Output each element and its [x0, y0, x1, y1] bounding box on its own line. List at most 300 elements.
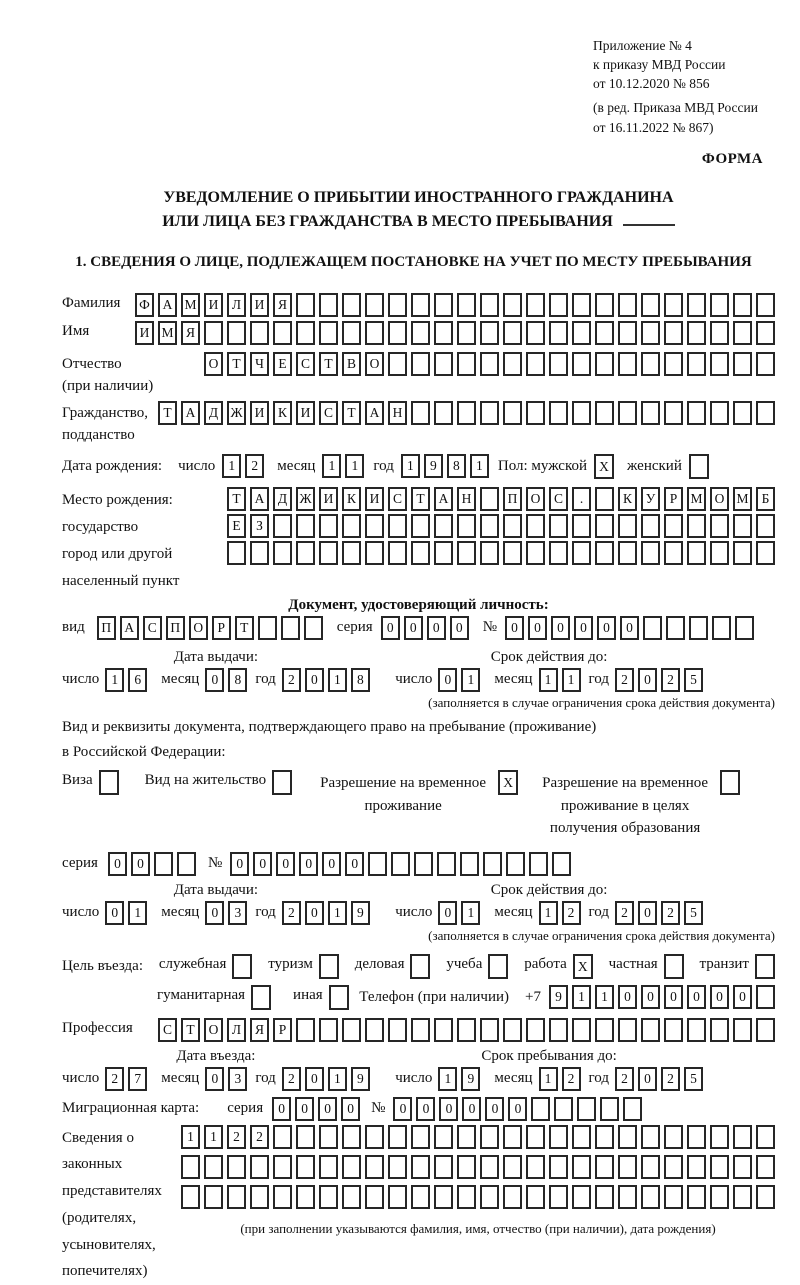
char-cell[interactable] — [687, 352, 706, 376]
char-cell[interactable] — [664, 321, 683, 345]
char-cell[interactable]: 0 — [381, 616, 400, 640]
char-cell[interactable]: 8 — [228, 668, 247, 692]
char-cell[interactable]: 8 — [447, 454, 466, 478]
char-cell[interactable] — [756, 293, 775, 317]
char-cell[interactable]: 0 — [276, 852, 295, 876]
char-cell[interactable] — [411, 293, 430, 317]
char-cell[interactable] — [756, 985, 775, 1009]
char-cell[interactable] — [250, 1185, 269, 1209]
char-cell[interactable] — [549, 514, 568, 538]
char-cell[interactable] — [434, 401, 453, 425]
char-cell[interactable] — [641, 1155, 660, 1179]
char-cell[interactable]: 0 — [322, 852, 341, 876]
char-cell[interactable] — [687, 541, 706, 565]
char-cell[interactable] — [526, 1018, 545, 1042]
char-cell[interactable]: 2 — [562, 901, 581, 925]
char-cell[interactable] — [618, 514, 637, 538]
char-cell[interactable]: А — [434, 487, 453, 511]
char-cell[interactable] — [480, 487, 499, 511]
char-cell[interactable]: 0 — [205, 901, 224, 925]
char-cell[interactable] — [227, 321, 246, 345]
char-cell[interactable] — [296, 321, 315, 345]
char-cell[interactable]: 0 — [341, 1097, 360, 1121]
char-cell[interactable] — [710, 1125, 729, 1149]
char-cell[interactable] — [549, 293, 568, 317]
char-cell[interactable] — [391, 852, 410, 876]
char-cell[interactable]: Е — [273, 352, 292, 376]
char-cell[interactable] — [460, 852, 479, 876]
char-cell[interactable] — [618, 321, 637, 345]
char-cell[interactable] — [296, 541, 315, 565]
char-cell[interactable]: 2 — [105, 1067, 124, 1091]
char-cell[interactable]: 1 — [328, 1067, 347, 1091]
char-cell[interactable]: Т — [158, 401, 177, 425]
char-cell[interactable] — [664, 1125, 683, 1149]
char-cell[interactable] — [572, 541, 591, 565]
char-cell[interactable] — [756, 401, 775, 425]
char-cell[interactable] — [572, 1018, 591, 1042]
char-cell[interactable] — [687, 401, 706, 425]
char-cell[interactable]: С — [296, 352, 315, 376]
char-cell[interactable] — [756, 1155, 775, 1179]
char-cell[interactable]: 0 — [205, 1067, 224, 1091]
char-cell[interactable] — [204, 1155, 223, 1179]
char-cell[interactable] — [733, 1185, 752, 1209]
char-cell[interactable] — [664, 541, 683, 565]
char-cell[interactable] — [273, 541, 292, 565]
char-cell[interactable]: Я — [273, 293, 292, 317]
char-cell[interactable] — [181, 1185, 200, 1209]
char-cell[interactable] — [756, 514, 775, 538]
char-cell[interactable]: 0 — [318, 1097, 337, 1121]
char-cell[interactable] — [733, 1125, 752, 1149]
checkbox-purpose-private[interactable] — [664, 954, 684, 979]
char-cell[interactable] — [503, 514, 522, 538]
char-cell[interactable]: 0 — [620, 616, 639, 640]
char-cell[interactable] — [342, 1125, 361, 1149]
char-cell[interactable] — [549, 1018, 568, 1042]
char-cell[interactable]: И — [296, 401, 315, 425]
char-cell[interactable] — [457, 1018, 476, 1042]
char-cell[interactable]: 0 — [733, 985, 752, 1009]
char-cell[interactable]: 1 — [438, 1067, 457, 1091]
char-cell[interactable] — [595, 1018, 614, 1042]
char-cell[interactable]: 0 — [299, 852, 318, 876]
char-cell[interactable] — [296, 1018, 315, 1042]
char-cell[interactable]: А — [181, 401, 200, 425]
char-cell[interactable]: Т — [342, 401, 361, 425]
char-cell[interactable] — [480, 541, 499, 565]
char-cell[interactable]: 2 — [562, 1067, 581, 1091]
char-cell[interactable]: 0 — [710, 985, 729, 1009]
char-cell[interactable] — [572, 1185, 591, 1209]
char-cell[interactable]: З — [250, 514, 269, 538]
char-cell[interactable]: 0 — [439, 1097, 458, 1121]
char-cell[interactable] — [434, 352, 453, 376]
char-cell[interactable] — [342, 541, 361, 565]
char-cell[interactable]: 0 — [272, 1097, 291, 1121]
char-cell[interactable] — [319, 1185, 338, 1209]
char-cell[interactable] — [342, 321, 361, 345]
char-cell[interactable]: 2 — [227, 1125, 246, 1149]
char-cell[interactable] — [319, 514, 338, 538]
char-cell[interactable]: 0 — [462, 1097, 481, 1121]
char-cell[interactable] — [319, 321, 338, 345]
char-cell[interactable]: 5 — [684, 668, 703, 692]
char-cell[interactable] — [595, 1155, 614, 1179]
char-cell[interactable] — [641, 514, 660, 538]
char-cell[interactable]: 0 — [427, 616, 446, 640]
char-cell[interactable] — [756, 1125, 775, 1149]
checkbox-purpose-business[interactable] — [410, 954, 430, 979]
char-cell[interactable]: О — [710, 487, 729, 511]
checkbox-purpose-transit[interactable] — [755, 954, 775, 979]
char-cell[interactable] — [526, 1155, 545, 1179]
char-cell[interactable] — [480, 321, 499, 345]
char-cell[interactable] — [273, 1155, 292, 1179]
char-cell[interactable] — [365, 1018, 384, 1042]
char-cell[interactable] — [365, 1155, 384, 1179]
char-cell[interactable] — [154, 852, 173, 876]
char-cell[interactable] — [457, 1155, 476, 1179]
char-cell[interactable] — [664, 514, 683, 538]
char-cell[interactable] — [480, 1018, 499, 1042]
char-cell[interactable] — [595, 1185, 614, 1209]
char-cell[interactable]: 0 — [295, 1097, 314, 1121]
char-cell[interactable]: 0 — [205, 668, 224, 692]
char-cell[interactable]: 0 — [438, 668, 457, 692]
char-cell[interactable]: 0 — [131, 852, 150, 876]
char-cell[interactable] — [618, 352, 637, 376]
char-cell[interactable]: Ф — [135, 293, 154, 317]
char-cell[interactable] — [710, 1185, 729, 1209]
char-cell[interactable] — [414, 852, 433, 876]
char-cell[interactable] — [434, 541, 453, 565]
char-cell[interactable] — [641, 352, 660, 376]
char-cell[interactable]: . — [572, 487, 591, 511]
char-cell[interactable] — [595, 1125, 614, 1149]
char-cell[interactable]: О — [526, 487, 545, 511]
char-cell[interactable]: 1 — [401, 454, 420, 478]
char-cell[interactable]: 1 — [461, 901, 480, 925]
char-cell[interactable]: И — [135, 321, 154, 345]
char-cell[interactable]: 1 — [539, 668, 558, 692]
char-cell[interactable] — [304, 616, 323, 640]
char-cell[interactable]: 9 — [351, 1067, 370, 1091]
char-cell[interactable] — [480, 401, 499, 425]
char-cell[interactable] — [365, 1125, 384, 1149]
char-cell[interactable] — [296, 293, 315, 317]
char-cell[interactable] — [526, 401, 545, 425]
char-cell[interactable] — [710, 401, 729, 425]
char-cell[interactable]: 0 — [638, 1067, 657, 1091]
char-cell[interactable]: А — [250, 487, 269, 511]
char-cell[interactable] — [319, 293, 338, 317]
char-cell[interactable] — [549, 541, 568, 565]
char-cell[interactable] — [572, 352, 591, 376]
char-cell[interactable] — [319, 1018, 338, 1042]
char-cell[interactable] — [641, 1185, 660, 1209]
char-cell[interactable]: 0 — [105, 901, 124, 925]
char-cell[interactable] — [503, 1155, 522, 1179]
char-cell[interactable] — [687, 1185, 706, 1209]
char-cell[interactable]: 1 — [539, 901, 558, 925]
char-cell[interactable]: 6 — [128, 668, 147, 692]
char-cell[interactable]: С — [143, 616, 162, 640]
char-cell[interactable]: 2 — [661, 668, 680, 692]
char-cell[interactable]: Л — [227, 1018, 246, 1042]
char-cell[interactable] — [411, 1125, 430, 1149]
char-cell[interactable] — [434, 1185, 453, 1209]
char-cell[interactable]: 8 — [351, 668, 370, 692]
char-cell[interactable]: 1 — [572, 985, 591, 1009]
char-cell[interactable] — [388, 1155, 407, 1179]
char-cell[interactable] — [506, 852, 525, 876]
char-cell[interactable]: А — [365, 401, 384, 425]
char-cell[interactable] — [618, 1185, 637, 1209]
char-cell[interactable] — [411, 541, 430, 565]
char-cell[interactable] — [457, 352, 476, 376]
char-cell[interactable]: 1 — [328, 901, 347, 925]
char-cell[interactable] — [618, 293, 637, 317]
char-cell[interactable] — [733, 321, 752, 345]
char-cell[interactable]: 1 — [128, 901, 147, 925]
char-cell[interactable] — [457, 541, 476, 565]
char-cell[interactable] — [480, 293, 499, 317]
char-cell[interactable] — [483, 852, 502, 876]
char-cell[interactable]: И — [365, 487, 384, 511]
char-cell[interactable]: К — [342, 487, 361, 511]
char-cell[interactable] — [735, 616, 754, 640]
char-cell[interactable]: С — [549, 487, 568, 511]
char-cell[interactable] — [457, 293, 476, 317]
char-cell[interactable] — [756, 321, 775, 345]
char-cell[interactable] — [572, 401, 591, 425]
char-cell[interactable] — [552, 852, 571, 876]
char-cell[interactable] — [733, 1018, 752, 1042]
char-cell[interactable]: 0 — [404, 616, 423, 640]
char-cell[interactable] — [572, 514, 591, 538]
char-cell[interactable] — [411, 321, 430, 345]
char-cell[interactable] — [664, 401, 683, 425]
char-cell[interactable] — [365, 514, 384, 538]
char-cell[interactable]: Т — [319, 352, 338, 376]
char-cell[interactable] — [687, 514, 706, 538]
char-cell[interactable] — [457, 401, 476, 425]
char-cell[interactable]: Е — [227, 514, 246, 538]
char-cell[interactable] — [411, 1185, 430, 1209]
char-cell[interactable] — [503, 541, 522, 565]
checkbox-temp-permit[interactable]: X — [498, 770, 518, 795]
char-cell[interactable] — [411, 1155, 430, 1179]
char-cell[interactable] — [434, 1018, 453, 1042]
char-cell[interactable]: Я — [250, 1018, 269, 1042]
char-cell[interactable] — [177, 852, 196, 876]
char-cell[interactable] — [503, 1125, 522, 1149]
char-cell[interactable]: 7 — [128, 1067, 147, 1091]
char-cell[interactable] — [342, 1018, 361, 1042]
char-cell[interactable] — [457, 1125, 476, 1149]
char-cell[interactable]: Ч — [250, 352, 269, 376]
char-cell[interactable] — [572, 1155, 591, 1179]
char-cell[interactable] — [526, 352, 545, 376]
char-cell[interactable]: С — [388, 487, 407, 511]
char-cell[interactable] — [664, 1155, 683, 1179]
char-cell[interactable]: 1 — [470, 454, 489, 478]
char-cell[interactable]: 2 — [282, 668, 301, 692]
char-cell[interactable] — [664, 352, 683, 376]
char-cell[interactable] — [296, 514, 315, 538]
char-cell[interactable] — [643, 616, 662, 640]
char-cell[interactable] — [273, 1125, 292, 1149]
char-cell[interactable]: 1 — [539, 1067, 558, 1091]
char-cell[interactable]: Н — [388, 401, 407, 425]
char-cell[interactable]: 2 — [282, 901, 301, 925]
char-cell[interactable] — [296, 1125, 315, 1149]
char-cell[interactable] — [756, 352, 775, 376]
char-cell[interactable]: О — [204, 352, 223, 376]
char-cell[interactable]: М — [158, 321, 177, 345]
char-cell[interactable] — [526, 514, 545, 538]
char-cell[interactable] — [554, 1097, 573, 1121]
char-cell[interactable] — [687, 1018, 706, 1042]
char-cell[interactable]: М — [181, 293, 200, 317]
char-cell[interactable]: 0 — [551, 616, 570, 640]
checkbox-edu-permit[interactable] — [720, 770, 740, 795]
char-cell[interactable]: 0 — [508, 1097, 527, 1121]
char-cell[interactable] — [595, 293, 614, 317]
char-cell[interactable] — [641, 401, 660, 425]
char-cell[interactable] — [503, 352, 522, 376]
char-cell[interactable] — [250, 321, 269, 345]
char-cell[interactable] — [526, 293, 545, 317]
char-cell[interactable] — [250, 1155, 269, 1179]
char-cell[interactable] — [434, 293, 453, 317]
char-cell[interactable] — [710, 1018, 729, 1042]
char-cell[interactable] — [600, 1097, 619, 1121]
char-cell[interactable]: П — [97, 616, 116, 640]
char-cell[interactable] — [526, 541, 545, 565]
char-cell[interactable]: Д — [204, 401, 223, 425]
char-cell[interactable]: Ж — [296, 487, 315, 511]
char-cell[interactable] — [388, 1125, 407, 1149]
char-cell[interactable] — [733, 293, 752, 317]
char-cell[interactable] — [689, 616, 708, 640]
char-cell[interactable] — [503, 1185, 522, 1209]
char-cell[interactable] — [641, 541, 660, 565]
char-cell[interactable] — [503, 293, 522, 317]
char-cell[interactable]: Т — [411, 487, 430, 511]
char-cell[interactable]: 1 — [204, 1125, 223, 1149]
char-cell[interactable]: 0 — [416, 1097, 435, 1121]
char-cell[interactable]: 0 — [305, 901, 324, 925]
char-cell[interactable] — [756, 541, 775, 565]
char-cell[interactable] — [531, 1097, 550, 1121]
char-cell[interactable] — [572, 321, 591, 345]
char-cell[interactable] — [733, 401, 752, 425]
char-cell[interactable]: 0 — [618, 985, 637, 1009]
char-cell[interactable]: 0 — [687, 985, 706, 1009]
char-cell[interactable] — [503, 401, 522, 425]
char-cell[interactable] — [710, 541, 729, 565]
char-cell[interactable]: И — [250, 293, 269, 317]
char-cell[interactable] — [457, 321, 476, 345]
char-cell[interactable] — [273, 1185, 292, 1209]
char-cell[interactable]: 0 — [230, 852, 249, 876]
char-cell[interactable]: 0 — [664, 985, 683, 1009]
char-cell[interactable]: 0 — [641, 985, 660, 1009]
checkbox-purpose-study[interactable] — [488, 954, 508, 979]
char-cell[interactable]: В — [342, 352, 361, 376]
char-cell[interactable] — [549, 1125, 568, 1149]
char-cell[interactable] — [687, 1155, 706, 1179]
char-cell[interactable] — [618, 401, 637, 425]
char-cell[interactable] — [549, 352, 568, 376]
char-cell[interactable] — [434, 321, 453, 345]
char-cell[interactable] — [733, 514, 752, 538]
char-cell[interactable] — [710, 321, 729, 345]
char-cell[interactable]: Л — [227, 293, 246, 317]
char-cell[interactable]: 2 — [615, 1067, 634, 1091]
checkbox-residence-permit[interactable] — [272, 770, 292, 795]
char-cell[interactable] — [666, 616, 685, 640]
char-cell[interactable]: 0 — [108, 852, 127, 876]
char-cell[interactable] — [368, 852, 387, 876]
char-cell[interactable] — [365, 321, 384, 345]
char-cell[interactable] — [549, 321, 568, 345]
char-cell[interactable] — [687, 293, 706, 317]
char-cell[interactable]: 2 — [250, 1125, 269, 1149]
char-cell[interactable] — [595, 352, 614, 376]
char-cell[interactable]: С — [158, 1018, 177, 1042]
char-cell[interactable] — [388, 541, 407, 565]
char-cell[interactable] — [342, 1185, 361, 1209]
char-cell[interactable]: Б — [756, 487, 775, 511]
char-cell[interactable]: К — [273, 401, 292, 425]
char-cell[interactable]: 0 — [638, 668, 657, 692]
char-cell[interactable] — [687, 1125, 706, 1149]
char-cell[interactable] — [710, 1155, 729, 1179]
char-cell[interactable] — [664, 1018, 683, 1042]
char-cell[interactable] — [710, 352, 729, 376]
char-cell[interactable]: 0 — [505, 616, 524, 640]
char-cell[interactable] — [733, 541, 752, 565]
char-cell[interactable]: О — [365, 352, 384, 376]
char-cell[interactable] — [595, 321, 614, 345]
char-cell[interactable] — [526, 1125, 545, 1149]
char-cell[interactable] — [342, 1155, 361, 1179]
char-cell[interactable]: 1 — [595, 985, 614, 1009]
char-cell[interactable]: 9 — [461, 1067, 480, 1091]
char-cell[interactable] — [365, 541, 384, 565]
char-cell[interactable]: Я — [181, 321, 200, 345]
char-cell[interactable]: 0 — [393, 1097, 412, 1121]
char-cell[interactable] — [227, 1185, 246, 1209]
char-cell[interactable]: 2 — [615, 901, 634, 925]
char-cell[interactable] — [281, 616, 300, 640]
char-cell[interactable]: Ж — [227, 401, 246, 425]
char-cell[interactable]: 5 — [684, 1067, 703, 1091]
char-cell[interactable] — [577, 1097, 596, 1121]
char-cell[interactable] — [595, 401, 614, 425]
char-cell[interactable] — [342, 293, 361, 317]
char-cell[interactable] — [526, 321, 545, 345]
char-cell[interactable] — [480, 1185, 499, 1209]
char-cell[interactable]: 2 — [615, 668, 634, 692]
char-cell[interactable] — [618, 1018, 637, 1042]
char-cell[interactable]: К — [618, 487, 637, 511]
char-cell[interactable]: 0 — [305, 668, 324, 692]
